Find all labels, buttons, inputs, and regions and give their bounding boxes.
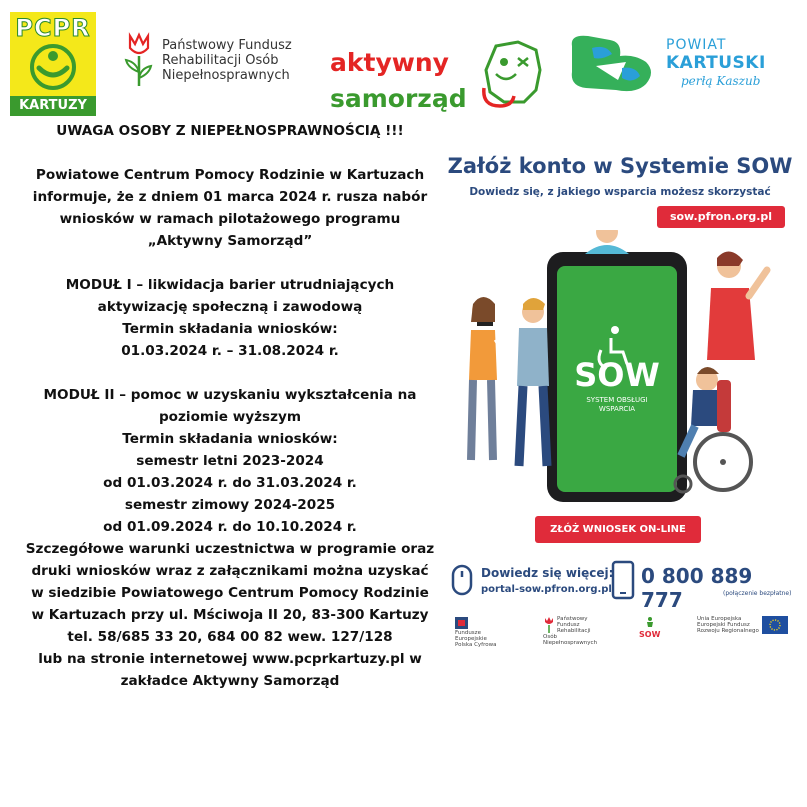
modul1-line: MODUŁ I – likwidacja barier utrudniających: [65, 277, 395, 293]
phone-icon: [610, 560, 636, 600]
eu-line: Europejski Fundusz: [697, 622, 750, 628]
sow-small-logo: [639, 616, 660, 640]
details-line: lub na stronie internetowej www.pcprkartuzy.pl w: [38, 651, 422, 667]
details-line: w siedzibie Powiatowego Centrum Pomocy Rodzinie: [31, 585, 429, 601]
notice-text: [15, 120, 445, 692]
modul2-line: MODUŁ II – pomoc w uzyskaniu wykształcenia na: [43, 387, 417, 403]
more-info-url[interactable]: portal-sow.pfron.org.pl: [481, 584, 612, 595]
samorzad-text: samorząd: [330, 84, 467, 113]
pfron-line1: Państwowy Fundusz: [162, 38, 292, 53]
pfron-line2: Rehabilitacji Osób: [162, 53, 279, 68]
fe-logo: [455, 616, 497, 648]
details-line: tel. 58/685 33 20, 684 00 82 wew. 127/128: [67, 629, 393, 645]
notice-intro-line: Powiatowe Centrum Pomocy Rodzinie w Kartuzach: [35, 167, 425, 183]
aktywny-text: aktywny: [330, 48, 449, 77]
notice-intro-line: informuje, że z dniem 01 marca 2024 r. rusza nabór: [32, 189, 428, 205]
modul1-line: aktywizację społeczną i zawodową: [97, 299, 363, 315]
eu-line: Unia Europejska: [697, 616, 742, 622]
pcpr-figure-icon: [29, 42, 77, 92]
person-top: [596, 230, 618, 243]
screen-caption2: WSPARCIA: [598, 405, 636, 413]
poster-subtitle: Dowiedz się, z jakiego wsparcia możesz skorzystać: [469, 186, 771, 198]
screen-sow-logo: SOW: [574, 356, 660, 394]
sow-small-text: SOW: [639, 630, 661, 639]
poland-map-icon: [482, 40, 544, 110]
details-line: zakładce Aktywny Samorząd: [120, 673, 340, 689]
phone-number[interactable]: 0 800 889 777: [641, 564, 753, 612]
modul2-line: semestr letni 2023-2024: [136, 453, 324, 469]
pfron-small-line: Państwowy Fundusz: [557, 616, 588, 628]
powiat-line3: perłą Kaszub: [681, 74, 761, 88]
modul2-line: poziomie wyższym: [158, 409, 302, 425]
pfron-logo: [120, 32, 315, 92]
tulip-icon: [120, 32, 158, 88]
pfron-line3: Niepełnosprawnych: [162, 68, 290, 83]
details-line: druki wniosków wraz z załącznikami można uzyskać: [31, 563, 429, 579]
pcpr-logo-city: KARTUZY: [10, 96, 96, 116]
screen-caption1: SYSTEM OBSŁUGI: [586, 396, 648, 404]
pcpr-kartuzy-logo: [10, 12, 96, 116]
details-line: w Kartuzach przy ul. Mściwoja II 20, 83-300 Kartuzy: [31, 607, 429, 623]
notice-intro-line: „Aktywny Samorząd”: [147, 233, 313, 249]
powiat-line1: POWIAT: [666, 37, 727, 53]
more-info-label: Dowiedz się więcej:: [481, 566, 614, 580]
fe-line: Europejskie: [455, 636, 487, 642]
eu-line: Rozwoju Regionalnego: [697, 628, 759, 634]
details-line: Szczegółowe warunki uczestnictwa w programie oraz: [25, 541, 435, 557]
pfron-small-line: Rehabilitacji Osób: [543, 628, 591, 640]
powiat-emblem-icon: [566, 32, 658, 98]
modul2-line: semestr zimowy 2024-2025: [124, 497, 336, 513]
pfron-small-logo: [543, 616, 598, 646]
aktywny-samorzad-logo: [330, 40, 545, 116]
pcpr-logo-text: PCPR: [15, 14, 91, 42]
fe-line: Polska Cyfrowa: [455, 642, 497, 648]
sow-illustration: [445, 230, 795, 510]
fe-icon: [455, 616, 469, 630]
notice-heading: UWAGA OSOBY Z NIEPEŁNOSPRAWNOŚCIĄ !!!: [56, 123, 404, 139]
powiat-line2: KARTUSKI: [666, 53, 766, 73]
poster-title: Załóż konto w Systemie SOW: [447, 154, 793, 178]
sow-small-icon: [642, 616, 658, 628]
fe-line: Fundusze: [455, 630, 481, 636]
eu-flag-icon: [762, 616, 788, 634]
modul2-line: od 01.03.2024 r. do 31.03.2024 r.: [103, 475, 357, 491]
submit-online-button[interactable]: ZŁÓŻ WNIOSEK ON-LINE: [535, 516, 701, 543]
modul1-line: Termin składania wniosków:: [122, 321, 338, 337]
tulip-small-icon: [543, 616, 555, 634]
eu-logo: [697, 616, 788, 640]
modul2-line: od 01.09.2024 r. do 10.10.2024 r.: [103, 519, 357, 535]
sow-url-badge[interactable]: sow.pfron.org.pl: [657, 206, 785, 228]
modul2-line: Termin składania wniosków:: [122, 431, 338, 447]
powiat-kartuski-logo: [566, 32, 776, 100]
notice-intro-line: wniosków w ramach pilotażowego programu: [59, 211, 401, 227]
pfron-small-line: Niepełnosprawnych: [543, 640, 598, 646]
sow-poster: [445, 140, 795, 655]
modul1-line: 01.03.2024 r. – 31.08.2024 r.: [121, 343, 339, 359]
phone-free-note: (połączenie bezpłatne): [723, 590, 792, 597]
mouse-icon: [450, 564, 474, 596]
